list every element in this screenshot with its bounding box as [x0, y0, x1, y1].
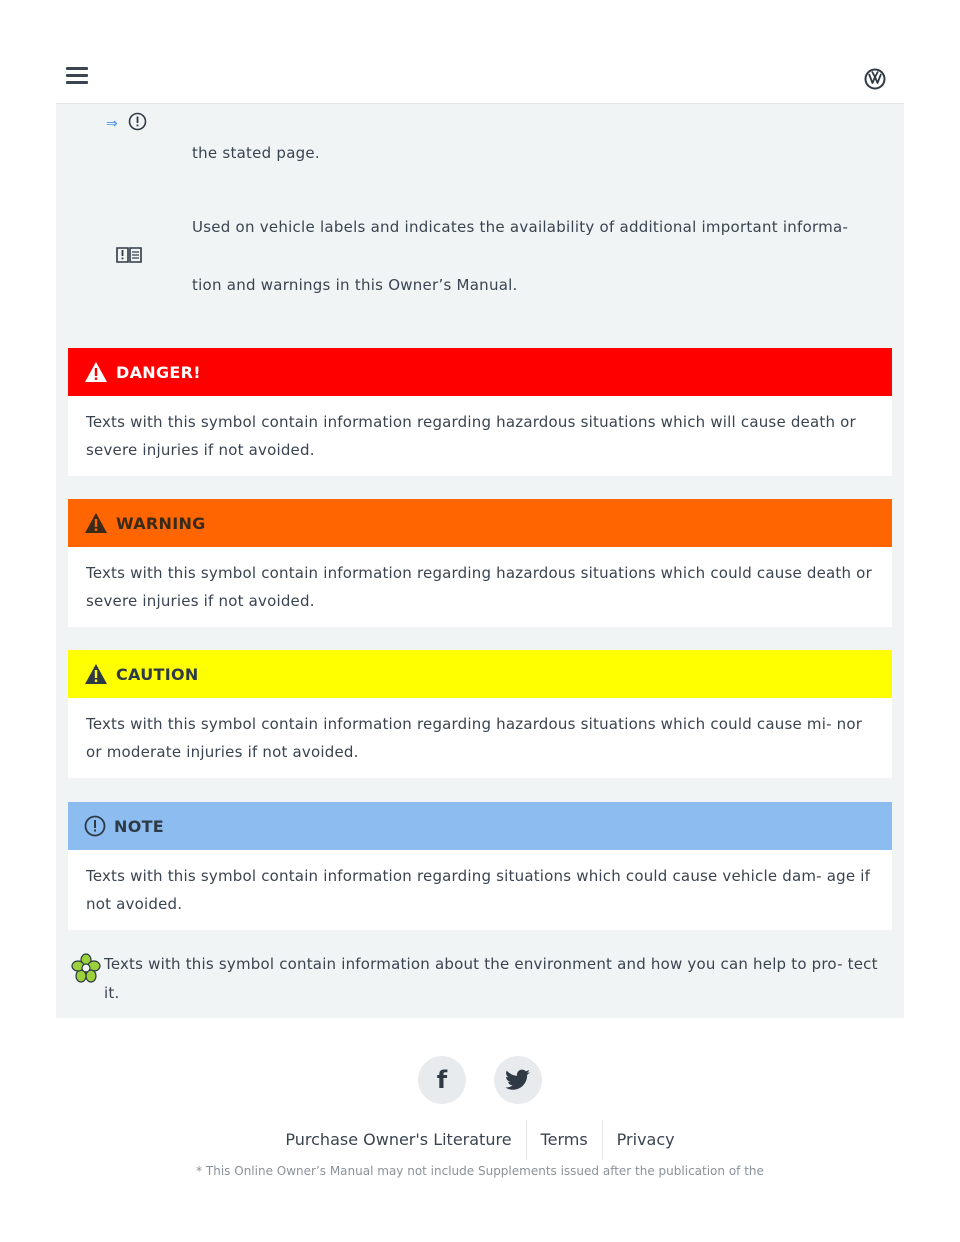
owners-manual-book-icon: [116, 246, 142, 264]
warning-text: Texts with this symbol contain information regarding hazardous situations which could cause death or severe injuries if not avoided.: [86, 564, 872, 610]
facebook-icon[interactable]: f: [418, 1056, 466, 1104]
privacy-link[interactable]: Privacy: [616, 1130, 675, 1149]
caution-box: [68, 650, 892, 778]
book-symbol-text-line1: Used on vehicle labels and indicates the availability of additional important informa-: [192, 218, 849, 236]
note-title: NOTE: [114, 816, 165, 836]
environment-text: Texts with this symbol contain information about the environment and how you can help to pro- tect it.: [104, 955, 878, 1002]
exclamation-circle-icon: [128, 112, 147, 131]
book-symbol-text-line2: tion and warnings in this Owner’s Manual.: [192, 276, 518, 294]
twitter-icon[interactable]: [494, 1056, 542, 1104]
purchase-literature-link[interactable]: Purchase Owner's Literature: [285, 1130, 512, 1149]
note-text: Texts with this symbol contain information regarding situations which could cause vehicle dam- age if not avoided.: [86, 867, 871, 913]
twitter-bird-glyph: [505, 1069, 531, 1091]
warning-title: WARNING: [116, 513, 206, 533]
vw-logo-icon[interactable]: [864, 68, 886, 90]
footer-links: [0, 1120, 960, 1160]
environment-flower-icon: [70, 952, 102, 984]
top-bar: [56, 52, 904, 104]
note-box: [68, 802, 892, 930]
warning-triangle-icon: [84, 361, 108, 383]
reference-arrow: ⇒: [106, 116, 118, 132]
manual-content: [56, 104, 904, 1018]
warning-triangle-icon: [84, 663, 108, 685]
environment-note: [70, 950, 890, 1010]
danger-title: DANGER!: [116, 362, 201, 382]
reference-text: the stated page.: [192, 144, 320, 162]
danger-header: [68, 348, 892, 396]
note-header: [68, 802, 892, 850]
caution-text: Texts with this symbol contain information regarding hazardous situations which could cause mi- nor or moderate injuries if not avoided.: [86, 715, 863, 761]
caution-title: CAUTION: [116, 664, 199, 684]
caution-header: [68, 650, 892, 698]
terms-link[interactable]: Terms: [540, 1130, 588, 1149]
warning-box: [68, 499, 892, 627]
warning-header: [68, 499, 892, 547]
exclamation-circle-icon: [84, 815, 106, 837]
hamburger-menu-icon[interactable]: [66, 67, 88, 87]
danger-box: [68, 348, 892, 476]
danger-text: Texts with this symbol contain information regarding hazardous situations which will cause death or severe injuries if not avoided.: [86, 413, 856, 459]
footnote: * This Online Owner’s Manual may not include Supplements issued after the publication of the: [196, 1164, 764, 1178]
warning-triangle-icon: [84, 512, 108, 534]
